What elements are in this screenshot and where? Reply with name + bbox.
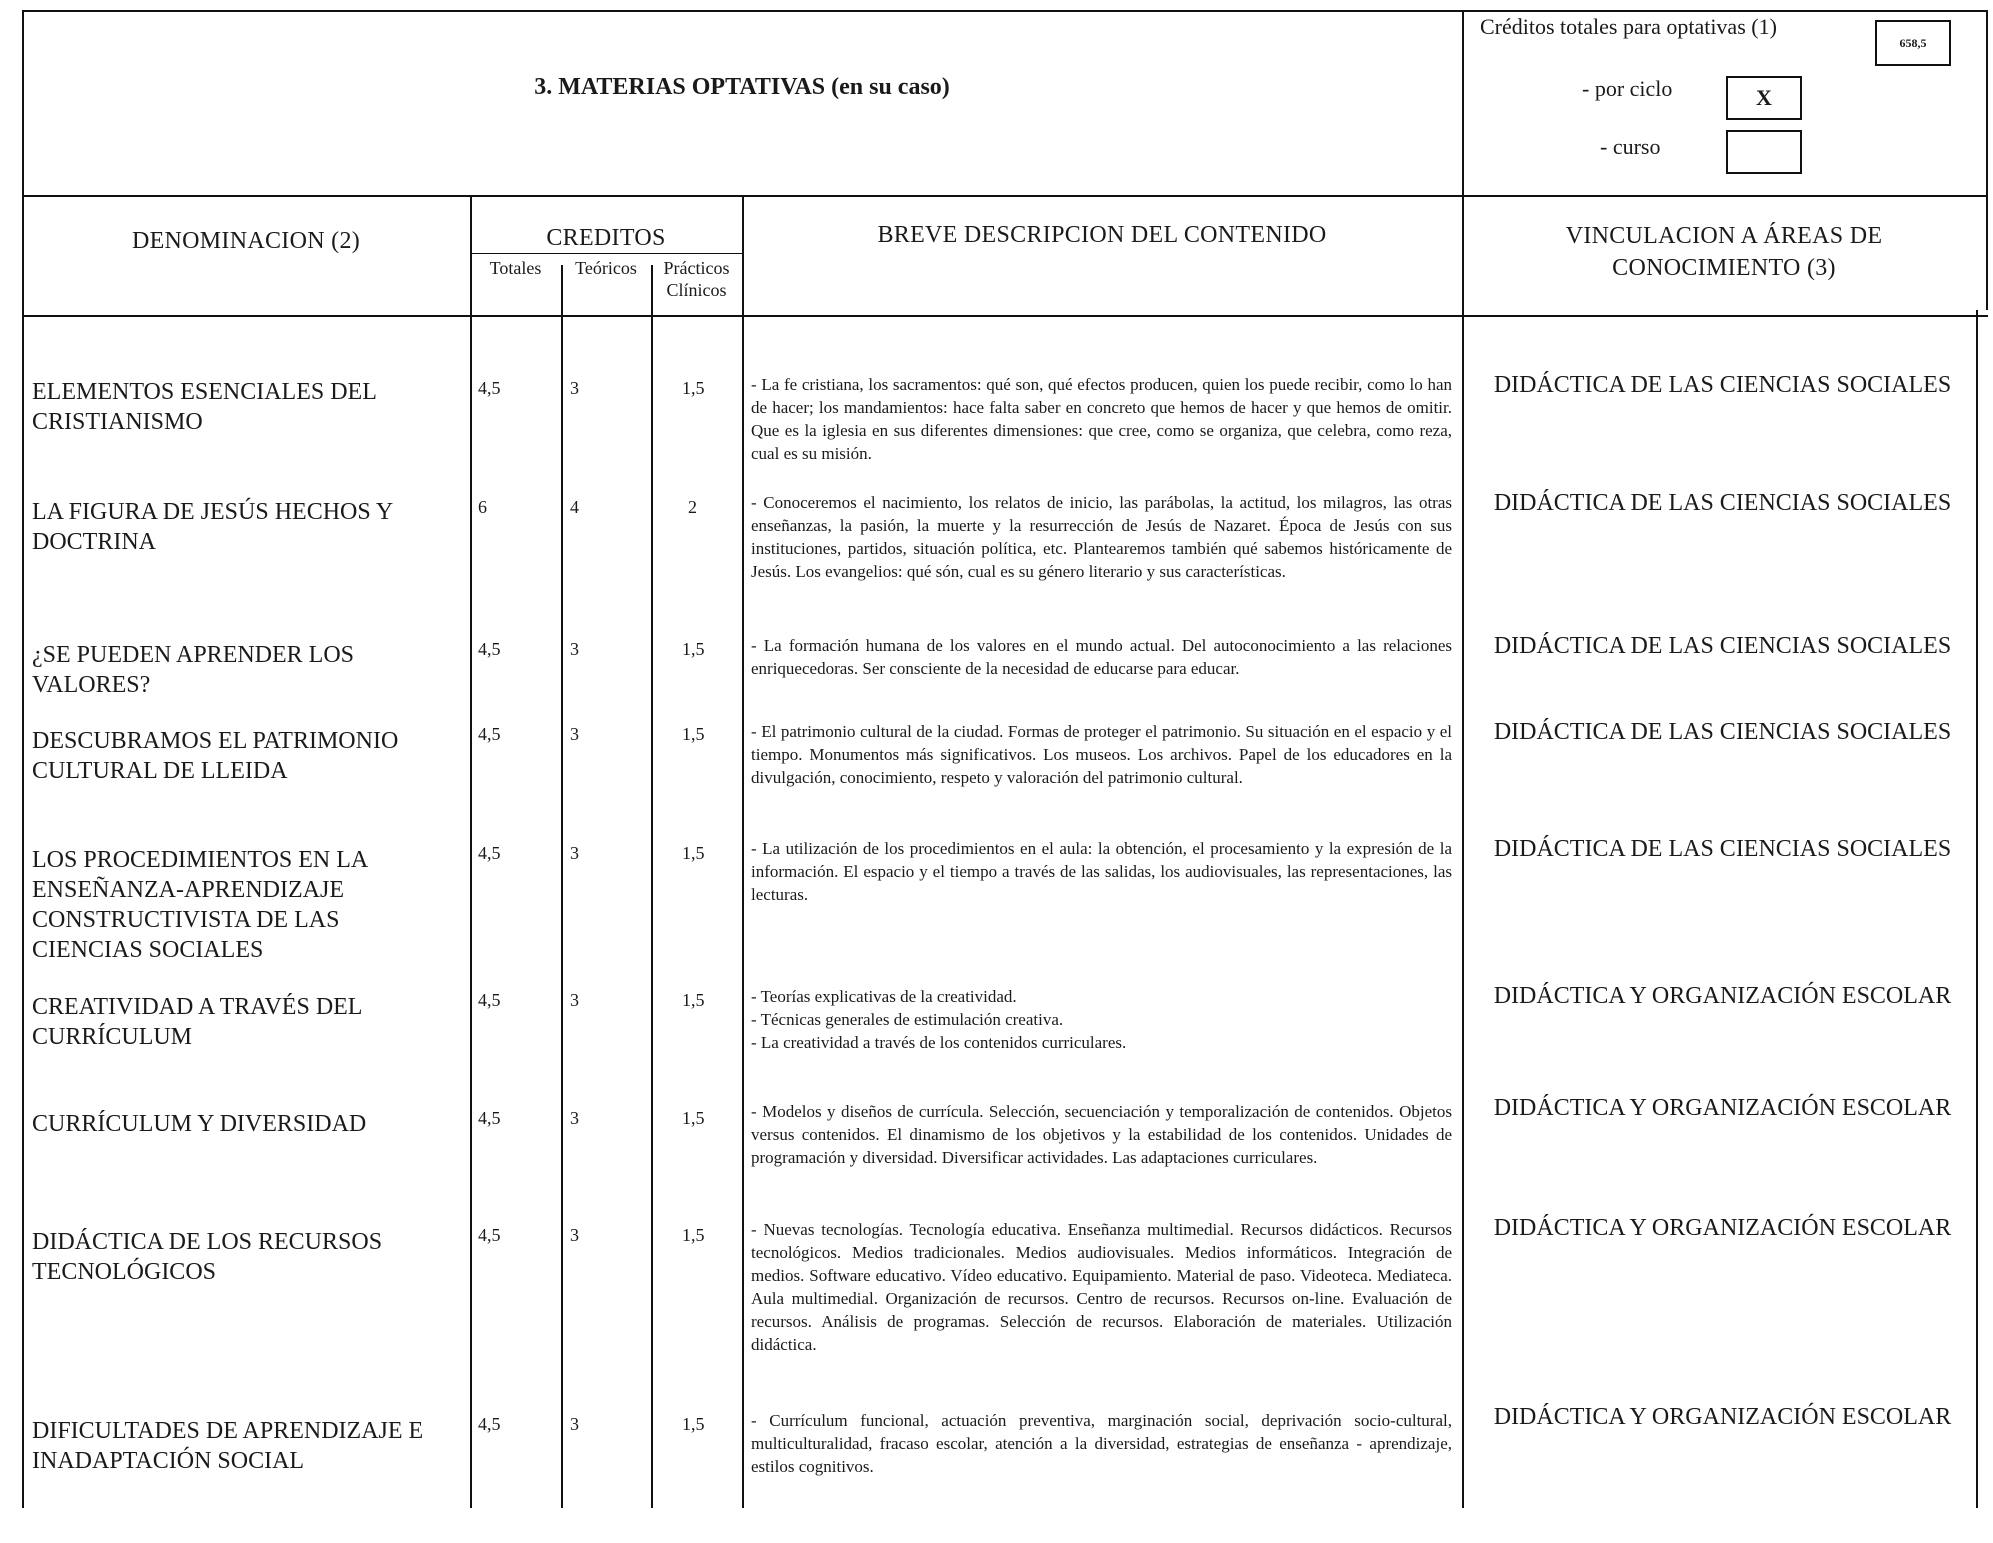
row-3-practicos: 1,5 bbox=[682, 639, 705, 659]
row-4-denominacion: DESCUBRAMOS EL PATRIMONIO CULTURAL DE LLEIDA bbox=[32, 728, 399, 784]
col-den-divider bbox=[470, 195, 472, 1508]
row-9-practicos: 1,5 bbox=[682, 1414, 705, 1434]
row-4-practicos: 1,5 bbox=[682, 724, 705, 744]
row-7-totales: 4,5 bbox=[478, 1108, 501, 1128]
row-2-practicos: 2 bbox=[688, 497, 697, 517]
curso-checkbox[interactable] bbox=[1726, 130, 1802, 174]
col-totales-divider bbox=[561, 265, 563, 1508]
row-6-practicos: 1,5 bbox=[682, 990, 705, 1010]
row-9-teoricos: 3 bbox=[570, 1414, 579, 1434]
row-4-teoricos: 3 bbox=[570, 724, 579, 744]
col-header-vinculacion-line2: CONOCIMIENTO (3) bbox=[1612, 255, 1836, 281]
row-3-teoricos: 3 bbox=[570, 639, 579, 659]
row-3-denominacion: ¿SE PUEDEN APRENDER LOS VALORES? bbox=[32, 642, 355, 698]
col-header-practicos-line1: Prácticos bbox=[663, 258, 730, 278]
col-header-descripcion: BREVE DESCRIPCION DEL CONTENIDO bbox=[877, 222, 1327, 248]
row-5-area: DIDÁCTICA DE LAS CIENCIAS SOCIALES bbox=[1493, 836, 1952, 862]
row-1-area: DIDÁCTICA DE LAS CIENCIAS SOCIALES bbox=[1493, 372, 1952, 398]
row-8-totales: 4,5 bbox=[478, 1225, 501, 1245]
row-7-area: DIDÁCTICA Y ORGANIZACIÓN ESCOLAR bbox=[1493, 1095, 1952, 1121]
row-6-totales: 4,5 bbox=[478, 990, 501, 1010]
row-5-descripcion: - La utilización de los procedimientos en el aula: la obtención, el procesamiento y la expresión de la información. El espacio y el tiempo a través de las salidas, los audiovisuales, las representaciones, las lecturas. bbox=[751, 839, 1452, 904]
column-header-divider bbox=[22, 315, 1988, 317]
header-divider bbox=[22, 195, 1988, 197]
row-2-descripcion: - Conoceremos el nacimiento, los relatos de inicio, las parábolas, la actitud, los milagros, las otras enseñanzas, la pasión, la muerte y la resurrección de Jesús de Nazaret. Época de Jesús con sus instituciones, partidos, situación política, etc. Plantearemos también qué sabemos históricamente de Jesús. Los evangelios: qué són, cual es su género literario y sus características. bbox=[751, 493, 1452, 581]
row-4-area: DIDÁCTICA DE LAS CIENCIAS SOCIALES bbox=[1493, 719, 1952, 745]
row-6-descripcion-line: - Teorías explicativas de la creatividad. bbox=[751, 987, 1017, 1006]
row-1-denominacion: ELEMENTOS ESENCIALES DEL CRISTIANISMO bbox=[32, 379, 376, 435]
row-8-descripcion: - Nuevas tecnologías. Tecnología educativa. Enseñanza multimedial. Recursos didácticos. Recursos tecnológicos. Medios tradicionales. Medios audiovisuales. Medios informáticos. Integración de medios. Software educativo. Vídeo educativo. Equipamiento. Material de paso. Videoteca. Mediateca. Aula multimedial. Organización de recursos. Centro de recursos. Recursos on-line. Evaluación de recursos. Análisis de programas. Selección de recursos. Elaboración de materiales. Utilización didáctica. bbox=[751, 1220, 1452, 1354]
row-9-totales: 4,5 bbox=[478, 1414, 501, 1434]
col-creditos-divider bbox=[742, 195, 744, 1508]
row-1-practicos: 1,5 bbox=[682, 378, 705, 398]
row-9-area: DIDÁCTICA Y ORGANIZACIÓN ESCOLAR bbox=[1493, 1404, 1952, 1430]
row-3-descripcion: - La formación humana de los valores en el mundo actual. Del autoconocimiento a las relaciones enriquecedoras. Ser consciente de la necesidad de educarse para educar. bbox=[751, 636, 1452, 678]
row-2-teoricos: 4 bbox=[570, 497, 579, 517]
row-2-area: DIDÁCTICA DE LAS CIENCIAS SOCIALES bbox=[1493, 490, 1952, 516]
top-border bbox=[22, 10, 1988, 12]
row-1-teoricos: 3 bbox=[570, 378, 579, 398]
row-2-totales: 6 bbox=[478, 497, 487, 517]
section-title: 3. MATERIAS OPTATIVAS (en su caso) bbox=[534, 74, 950, 100]
total-credits-label: Créditos totales para optativas (1) bbox=[1480, 14, 1777, 39]
right-border-lower bbox=[1976, 310, 1978, 1508]
row-7-practicos: 1,5 bbox=[682, 1108, 705, 1128]
row-8-denominacion: DIDÁCTICA DE LOS RECURSOS TECNOLÓGICOS bbox=[32, 1229, 383, 1285]
por-ciclo-mark: X bbox=[1756, 85, 1772, 110]
total-credits-value: 658,5 bbox=[1899, 35, 1927, 50]
row-9-descripcion: - Currículum funcional, actuación preventiva, marginación social, deprivación socio-cultural, multiculturalidad, fracaso escolar, atención a la diversidad, estrategias de enseñanza - aprendizaje, estilos cognitivos. bbox=[751, 1411, 1452, 1476]
row-9-denominacion: DIFICULTADES DE APRENDIZAJE E INADAPTACIÓN SOCIAL bbox=[32, 1418, 424, 1474]
row-8-teoricos: 3 bbox=[570, 1225, 579, 1245]
row-6-descripcion bbox=[751, 985, 1452, 1054]
row-1-totales: 4,5 bbox=[478, 378, 501, 398]
col-header-vinculacion-line1: VINCULACION A ÁREAS DE bbox=[1565, 223, 1883, 249]
col-header-totales: Totales bbox=[489, 258, 542, 278]
row-1-descripcion: - La fe cristiana, los sacramentos: qué son, qué efectos producen, quien los puede recibir, como lo han de hacer; los mandamientos: hace falta saber en concreto que hemos de hacer y que hemos de omitir. Que es la iglesia en sus diferentes dimensiones: que cree, como se organiza, que celebra, como reza, cual es su misión. bbox=[751, 375, 1452, 463]
row-6-teoricos: 3 bbox=[570, 990, 579, 1010]
row-8-practicos: 1,5 bbox=[682, 1225, 705, 1245]
row-6-descripcion-line: - Técnicas generales de estimulación creativa. bbox=[751, 1010, 1064, 1029]
col-header-teoricos: Teóricos bbox=[575, 258, 637, 278]
col-teoricos-divider bbox=[651, 265, 653, 1508]
row-5-teoricos: 3 bbox=[570, 843, 579, 863]
row-7-denominacion: CURRÍCULUM Y DIVERSIDAD bbox=[32, 1111, 367, 1137]
col-header-vinculacion bbox=[1462, 220, 1986, 284]
por-ciclo-label: - por ciclo bbox=[1582, 76, 1673, 101]
row-4-totales: 4,5 bbox=[478, 724, 501, 744]
row-5-practicos: 1,5 bbox=[682, 843, 705, 863]
col-header-denominacion: DENOMINACION (2) bbox=[131, 228, 361, 254]
row-7-teoricos: 3 bbox=[570, 1108, 579, 1128]
row-7-descripcion: - Modelos y diseños de currícula. Selección, secuenciación y temporalización de contenidos. Objetos versus contenidos. El dinamismo de los objetivos y la estabilidad de los contenidos. Unidades de programación y diversidad. Diversificar actividades. Las adaptaciones curriculares. bbox=[751, 1102, 1452, 1167]
row-6-descripcion-line: - La creatividad a través de los contenidos curriculares. bbox=[751, 1033, 1127, 1052]
row-5-denominacion: LOS PROCEDIMIENTOS EN LA ENSEÑANZA-APRENDIZAJE CONSTRUCTIVISTA DE LAS CIENCIAS SOCIALES bbox=[32, 847, 367, 963]
row-8-area: DIDÁCTICA Y ORGANIZACIÓN ESCOLAR bbox=[1493, 1215, 1952, 1241]
col-header-practicos-line2: Clínicos bbox=[666, 280, 727, 300]
row-6-area: DIDÁCTICA Y ORGANIZACIÓN ESCOLAR bbox=[1493, 983, 1952, 1009]
row-3-totales: 4,5 bbox=[478, 639, 501, 659]
total-credits-box bbox=[1875, 20, 1951, 66]
right-border bbox=[1986, 10, 1988, 310]
col-header-creditos: CREDITOS bbox=[546, 225, 666, 251]
curso-label: - curso bbox=[1600, 134, 1661, 159]
row-5-totales: 4,5 bbox=[478, 843, 501, 863]
por-ciclo-checkbox[interactable] bbox=[1726, 76, 1802, 120]
col-header-practicos bbox=[651, 257, 742, 301]
row-6-denominacion: CREATIVIDAD A TRAVÉS DEL CURRÍCULUM bbox=[32, 994, 362, 1050]
row-3-area: DIDÁCTICA DE LAS CIENCIAS SOCIALES bbox=[1493, 633, 1952, 659]
row-4-descripcion: - El patrimonio cultural de la ciudad. Formas de proteger el patrimonio. Su situación en el espacio y el tiempo. Monumentos más significativos. Los museos. Los archivos. Papel de los educadores en la divulgación, conocimiento, respeto y valoración del patrimonio cultural. bbox=[751, 722, 1452, 787]
row-2-denominacion: LA FIGURA DE JESÚS HECHOS Y DOCTRINA bbox=[32, 499, 393, 555]
creditos-subheader-line bbox=[470, 253, 742, 254]
